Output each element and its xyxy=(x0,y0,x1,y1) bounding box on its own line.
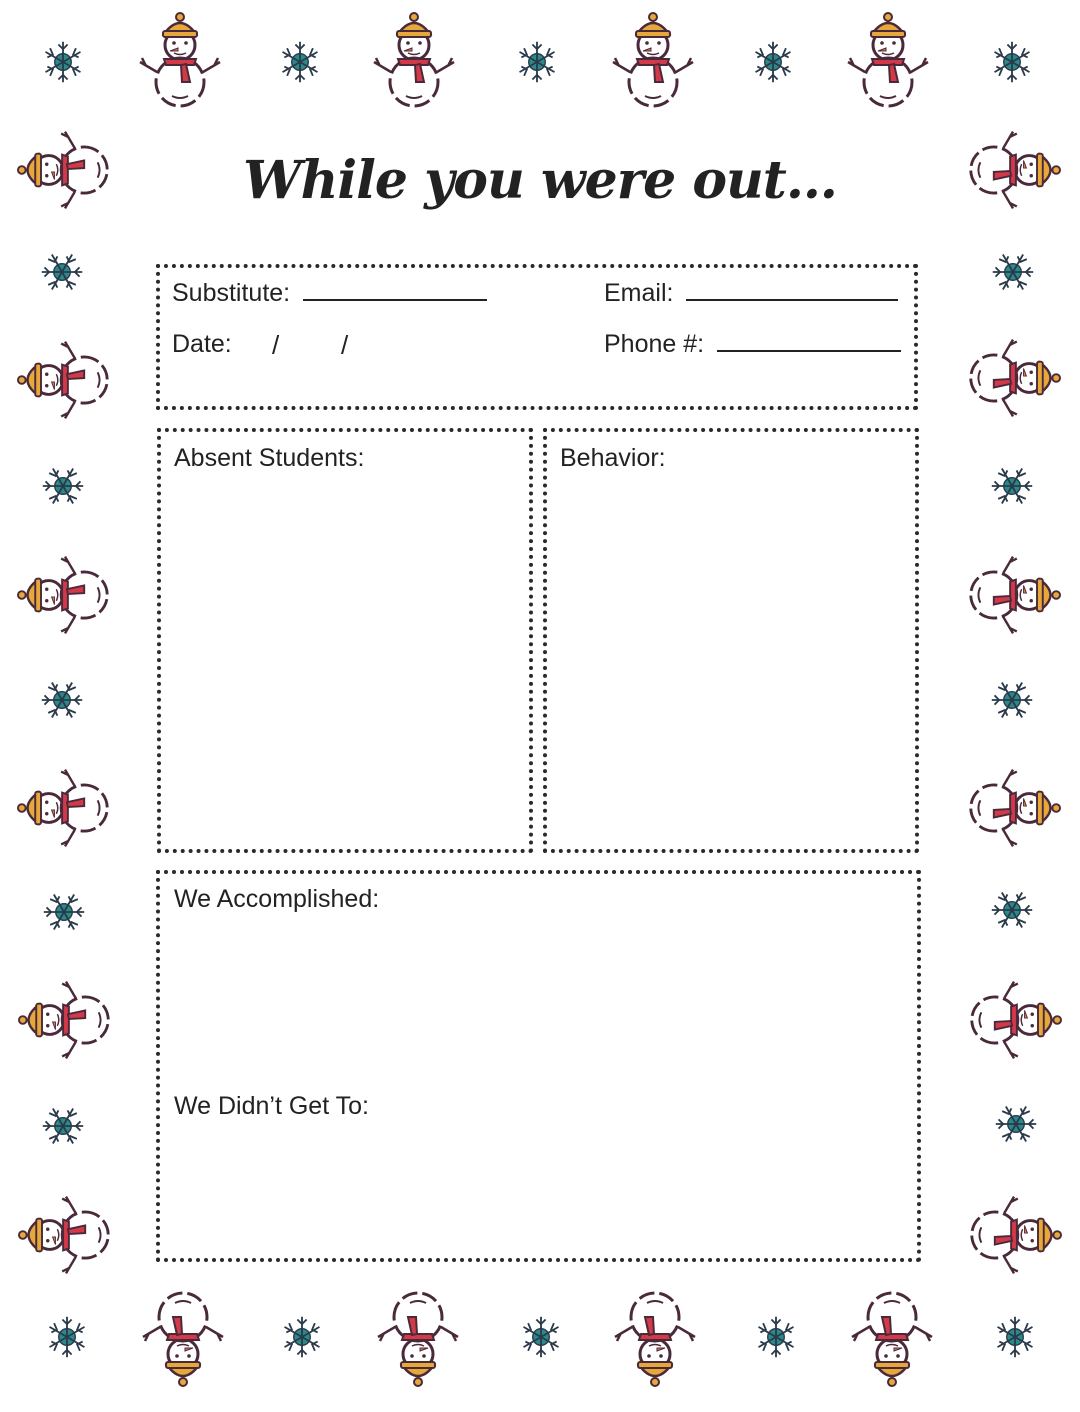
date-label: Date: xyxy=(172,330,232,358)
snowflake-icon xyxy=(989,887,1035,933)
snowflake-icon xyxy=(989,463,1035,509)
snowman-icon xyxy=(966,972,1062,1068)
snowman-icon xyxy=(965,547,1061,643)
snowflake-icon xyxy=(39,249,85,295)
snowman-icon xyxy=(966,1187,1062,1283)
snowman-icon xyxy=(18,972,114,1068)
substitute-label: Substitute: xyxy=(172,279,291,307)
snowman-icon xyxy=(130,12,230,112)
notes-box[interactable] xyxy=(156,870,921,1262)
snowflake-icon xyxy=(992,1314,1038,1360)
absent-students-label: Absent Students: xyxy=(174,444,365,472)
email-label: Email: xyxy=(604,279,674,307)
substitute-line[interactable] xyxy=(303,279,487,301)
accomplished-label: We Accomplished: xyxy=(174,885,380,913)
email-line[interactable] xyxy=(686,279,898,301)
snowflake-icon xyxy=(40,39,86,85)
snowflake-icon xyxy=(39,677,85,723)
date-separator-1: / xyxy=(272,330,280,360)
snowflake-icon xyxy=(993,1101,1039,1147)
snowflake-icon xyxy=(750,39,796,85)
snowflake-icon xyxy=(40,463,86,509)
snowman-icon xyxy=(965,760,1061,856)
snowman-icon xyxy=(842,1287,942,1387)
substitute-field[interactable] xyxy=(172,279,487,308)
snowflake-icon xyxy=(518,1314,564,1360)
absent-students-box[interactable] xyxy=(157,428,533,853)
snowman-icon xyxy=(603,12,703,112)
snowflake-icon xyxy=(989,677,1035,723)
snowman-icon xyxy=(17,547,113,643)
snowflake-icon xyxy=(41,889,87,935)
snowman-icon xyxy=(965,330,1061,426)
snowman-icon xyxy=(18,1187,114,1283)
snowman-icon xyxy=(364,12,464,112)
snowflake-icon xyxy=(40,1103,86,1149)
didnt-get-to-label: We Didn’t Get To: xyxy=(174,1092,369,1120)
date-separator-2: / xyxy=(341,330,349,360)
snowman-icon xyxy=(368,1287,468,1387)
snowflake-icon xyxy=(277,39,323,85)
phone-field[interactable] xyxy=(604,330,901,359)
snowflake-icon xyxy=(514,39,560,85)
phone-line[interactable] xyxy=(717,330,901,352)
snowflake-icon xyxy=(44,1314,90,1360)
snowman-icon xyxy=(17,760,113,856)
snowflake-icon xyxy=(753,1314,799,1360)
page-title: While you were out… xyxy=(243,150,837,211)
behavior-box[interactable] xyxy=(543,428,919,853)
snowflake-icon xyxy=(989,39,1035,85)
email-field[interactable] xyxy=(604,279,898,308)
phone-label: Phone #: xyxy=(604,330,705,358)
snowman-icon xyxy=(605,1287,705,1387)
snowman-icon xyxy=(17,332,113,428)
snowman-icon xyxy=(838,12,938,112)
behavior-label: Behavior: xyxy=(560,444,666,472)
snowflake-icon xyxy=(990,249,1036,295)
snowman-icon xyxy=(133,1287,233,1387)
snowflake-icon xyxy=(279,1314,325,1360)
